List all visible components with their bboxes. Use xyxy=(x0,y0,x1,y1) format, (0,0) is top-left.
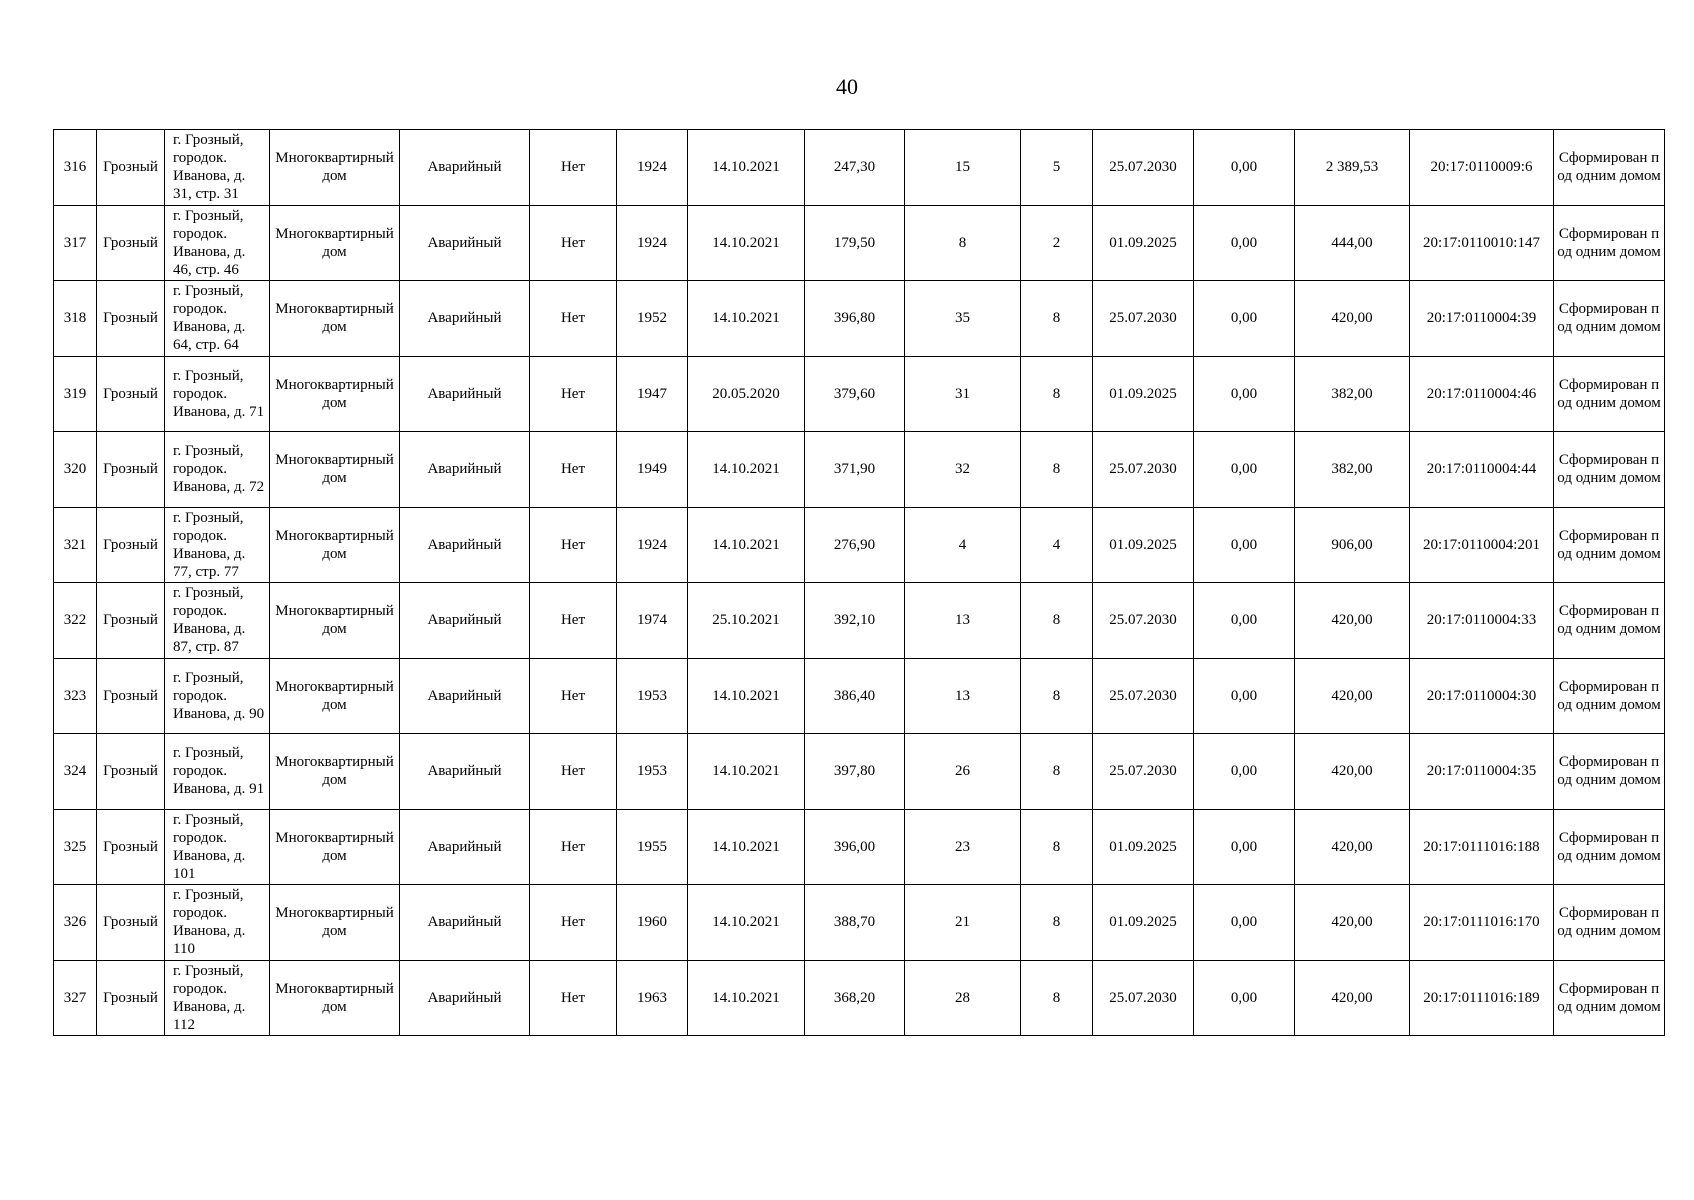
building-type-cell: Многоквартирный дом xyxy=(270,356,400,432)
land-plot-note-cell: Сформирован под одним домом xyxy=(1554,281,1665,357)
amount-cell: 0,00 xyxy=(1194,432,1295,508)
recognition-date-cell: 14.10.2021 xyxy=(688,205,805,281)
land-plot-note-cell: Сформирован под одним домом xyxy=(1554,205,1665,281)
address-cell: г. Грозный, городок. Иванова, д. 46, стр. 46 xyxy=(165,205,270,281)
amount-cell: 0,00 xyxy=(1194,205,1295,281)
heritage-flag-cell: Нет xyxy=(530,432,617,508)
build-year-cell: 1963 xyxy=(617,960,688,1036)
resettlement-deadline-cell: 25.07.2030 xyxy=(1093,734,1194,810)
address-cell: г. Грозный, городок. Иванова, д. 112 xyxy=(165,960,270,1036)
recognition-date-cell: 14.10.2021 xyxy=(688,658,805,734)
recognition-date-cell: 14.10.2021 xyxy=(688,809,805,885)
resettlement-deadline-cell: 25.07.2030 xyxy=(1093,130,1194,206)
table-row xyxy=(54,205,1665,281)
cadastral-number-cell: 20:17:0110004:201 xyxy=(1410,507,1554,583)
resettlement-deadline-cell: 01.09.2025 xyxy=(1093,885,1194,961)
cadastral-number-cell: 20:17:0110004:30 xyxy=(1410,658,1554,734)
heritage-flag-cell: Нет xyxy=(530,281,617,357)
building-type-cell: Многоквартирный дом xyxy=(270,130,400,206)
apartments-count-cell: 8 xyxy=(1021,432,1093,508)
recognition-date-cell: 14.10.2021 xyxy=(688,432,805,508)
build-year-cell: 1960 xyxy=(617,885,688,961)
building-type-cell: Многоквартирный дом xyxy=(270,734,400,810)
apartments-count-cell: 5 xyxy=(1021,130,1093,206)
residents-count-cell: 31 xyxy=(905,356,1021,432)
condition-cell: Аварийный xyxy=(400,281,530,357)
condition-cell: Аварийный xyxy=(400,960,530,1036)
floor-area-cell: 388,70 xyxy=(805,885,905,961)
cadastral-number-cell: 20:17:0110004:35 xyxy=(1410,734,1554,810)
heritage-flag-cell: Нет xyxy=(530,885,617,961)
amount-cell: 0,00 xyxy=(1194,130,1295,206)
resettlement-deadline-cell: 01.09.2025 xyxy=(1093,205,1194,281)
condition-cell: Аварийный xyxy=(400,734,530,810)
row-number-cell: 319 xyxy=(54,356,97,432)
land-area-cell: 382,00 xyxy=(1295,356,1410,432)
housing-registry-table xyxy=(53,129,1665,1036)
cadastral-number-cell: 20:17:0110004:46 xyxy=(1410,356,1554,432)
resettlement-deadline-cell: 01.09.2025 xyxy=(1093,507,1194,583)
floor-area-cell: 379,60 xyxy=(805,356,905,432)
cadastral-number-cell: 20:17:0110004:44 xyxy=(1410,432,1554,508)
heritage-flag-cell: Нет xyxy=(530,583,617,659)
land-plot-note-cell: Сформирован под одним домом xyxy=(1554,507,1665,583)
floor-area-cell: 397,80 xyxy=(805,734,905,810)
residents-count-cell: 4 xyxy=(905,507,1021,583)
condition-cell: Аварийный xyxy=(400,356,530,432)
address-cell: г. Грозный, городок. Иванова, д. 110 xyxy=(165,885,270,961)
land-plot-note-cell: Сформирован под одним домом xyxy=(1554,960,1665,1036)
land-plot-note-cell: Сформирован под одним домом xyxy=(1554,658,1665,734)
amount-cell: 0,00 xyxy=(1194,281,1295,357)
land-area-cell: 420,00 xyxy=(1295,583,1410,659)
resettlement-deadline-cell: 25.07.2030 xyxy=(1093,432,1194,508)
condition-cell: Аварийный xyxy=(400,432,530,508)
table-row xyxy=(54,130,1665,206)
table-row xyxy=(54,281,1665,357)
cadastral-number-cell: 20:17:0110004:33 xyxy=(1410,583,1554,659)
heritage-flag-cell: Нет xyxy=(530,809,617,885)
building-type-cell: Многоквартирный дом xyxy=(270,809,400,885)
apartments-count-cell: 8 xyxy=(1021,734,1093,810)
floor-area-cell: 247,30 xyxy=(805,130,905,206)
apartments-count-cell: 8 xyxy=(1021,658,1093,734)
condition-cell: Аварийный xyxy=(400,809,530,885)
amount-cell: 0,00 xyxy=(1194,658,1295,734)
row-number-cell: 324 xyxy=(54,734,97,810)
build-year-cell: 1924 xyxy=(617,205,688,281)
city-cell: Грозный xyxy=(97,960,165,1036)
row-number-cell: 325 xyxy=(54,809,97,885)
address-cell: г. Грозный, городок. Иванова, д. 72 xyxy=(165,432,270,508)
residents-count-cell: 8 xyxy=(905,205,1021,281)
apartments-count-cell: 4 xyxy=(1021,507,1093,583)
recognition-date-cell: 14.10.2021 xyxy=(688,734,805,810)
build-year-cell: 1953 xyxy=(617,658,688,734)
city-cell: Грозный xyxy=(97,356,165,432)
building-type-cell: Многоквартирный дом xyxy=(270,583,400,659)
apartments-count-cell: 8 xyxy=(1021,809,1093,885)
city-cell: Грозный xyxy=(97,658,165,734)
amount-cell: 0,00 xyxy=(1194,734,1295,810)
land-plot-note-cell: Сформирован под одним домом xyxy=(1554,809,1665,885)
resettlement-deadline-cell: 25.07.2030 xyxy=(1093,960,1194,1036)
residents-count-cell: 21 xyxy=(905,885,1021,961)
recognition-date-cell: 14.10.2021 xyxy=(688,281,805,357)
table-row xyxy=(54,356,1665,432)
address-cell: г. Грозный, городок. Иванова, д. 87, стр. 87 xyxy=(165,583,270,659)
build-year-cell: 1924 xyxy=(617,507,688,583)
heritage-flag-cell: Нет xyxy=(530,507,617,583)
address-cell: г. Грозный, городок. Иванова, д. 91 xyxy=(165,734,270,810)
page-number: 40 xyxy=(836,74,858,99)
row-number-cell: 323 xyxy=(54,658,97,734)
residents-count-cell: 32 xyxy=(905,432,1021,508)
amount-cell: 0,00 xyxy=(1194,583,1295,659)
resettlement-deadline-cell: 25.07.2030 xyxy=(1093,583,1194,659)
land-area-cell: 382,00 xyxy=(1295,432,1410,508)
build-year-cell: 1949 xyxy=(617,432,688,508)
table-row xyxy=(54,583,1665,659)
table-row xyxy=(54,734,1665,810)
build-year-cell: 1924 xyxy=(617,130,688,206)
residents-count-cell: 28 xyxy=(905,960,1021,1036)
land-plot-note-cell: Сформирован под одним домом xyxy=(1554,885,1665,961)
condition-cell: Аварийный xyxy=(400,583,530,659)
land-area-cell: 2 389,53 xyxy=(1295,130,1410,206)
row-number-cell: 326 xyxy=(54,885,97,961)
address-cell: г. Грозный, городок. Иванова, д. 77, стр. 77 xyxy=(165,507,270,583)
land-area-cell: 420,00 xyxy=(1295,809,1410,885)
residents-count-cell: 23 xyxy=(905,809,1021,885)
build-year-cell: 1947 xyxy=(617,356,688,432)
recognition-date-cell: 14.10.2021 xyxy=(688,130,805,206)
heritage-flag-cell: Нет xyxy=(530,960,617,1036)
table-row xyxy=(54,658,1665,734)
city-cell: Грозный xyxy=(97,432,165,508)
residents-count-cell: 13 xyxy=(905,583,1021,659)
resettlement-deadline-cell: 25.07.2030 xyxy=(1093,658,1194,734)
residents-count-cell: 15 xyxy=(905,130,1021,206)
amount-cell: 0,00 xyxy=(1194,356,1295,432)
amount-cell: 0,00 xyxy=(1194,960,1295,1036)
recognition-date-cell: 25.10.2021 xyxy=(688,583,805,659)
apartments-count-cell: 8 xyxy=(1021,885,1093,961)
apartments-count-cell: 8 xyxy=(1021,281,1093,357)
land-area-cell: 420,00 xyxy=(1295,658,1410,734)
recognition-date-cell: 20.05.2020 xyxy=(688,356,805,432)
city-cell: Грозный xyxy=(97,583,165,659)
resettlement-deadline-cell: 01.09.2025 xyxy=(1093,356,1194,432)
city-cell: Грозный xyxy=(97,281,165,357)
floor-area-cell: 371,90 xyxy=(805,432,905,508)
address-cell: г. Грозный, городок. Иванова, д. 90 xyxy=(165,658,270,734)
build-year-cell: 1953 xyxy=(617,734,688,810)
land-area-cell: 906,00 xyxy=(1295,507,1410,583)
city-cell: Грозный xyxy=(97,809,165,885)
build-year-cell: 1974 xyxy=(617,583,688,659)
residents-count-cell: 26 xyxy=(905,734,1021,810)
row-number-cell: 322 xyxy=(54,583,97,659)
apartments-count-cell: 8 xyxy=(1021,583,1093,659)
apartments-count-cell: 8 xyxy=(1021,356,1093,432)
address-cell: г. Грозный, городок. Иванова, д. 101 xyxy=(165,809,270,885)
resettlement-deadline-cell: 01.09.2025 xyxy=(1093,809,1194,885)
building-type-cell: Многоквартирный дом xyxy=(270,281,400,357)
cadastral-number-cell: 20:17:0111016:189 xyxy=(1410,960,1554,1036)
city-cell: Грозный xyxy=(97,507,165,583)
amount-cell: 0,00 xyxy=(1194,885,1295,961)
land-area-cell: 420,00 xyxy=(1295,960,1410,1036)
build-year-cell: 1955 xyxy=(617,809,688,885)
row-number-cell: 321 xyxy=(54,507,97,583)
row-number-cell: 327 xyxy=(54,960,97,1036)
condition-cell: Аварийный xyxy=(400,507,530,583)
floor-area-cell: 179,50 xyxy=(805,205,905,281)
floor-area-cell: 368,20 xyxy=(805,960,905,1036)
apartments-count-cell: 2 xyxy=(1021,205,1093,281)
land-area-cell: 420,00 xyxy=(1295,885,1410,961)
table-row xyxy=(54,432,1665,508)
heritage-flag-cell: Нет xyxy=(530,205,617,281)
recognition-date-cell: 14.10.2021 xyxy=(688,885,805,961)
table-row xyxy=(54,960,1665,1036)
condition-cell: Аварийный xyxy=(400,130,530,206)
heritage-flag-cell: Нет xyxy=(530,734,617,810)
build-year-cell: 1952 xyxy=(617,281,688,357)
condition-cell: Аварийный xyxy=(400,658,530,734)
heritage-flag-cell: Нет xyxy=(530,356,617,432)
heritage-flag-cell: Нет xyxy=(530,130,617,206)
building-type-cell: Многоквартирный дом xyxy=(270,205,400,281)
registry-body xyxy=(54,130,1665,1036)
city-cell: Грозный xyxy=(97,885,165,961)
building-type-cell: Многоквартирный дом xyxy=(270,432,400,508)
cadastral-number-cell: 20:17:0110009:6 xyxy=(1410,130,1554,206)
apartments-count-cell: 8 xyxy=(1021,960,1093,1036)
land-plot-note-cell: Сформирован под одним домом xyxy=(1554,356,1665,432)
row-number-cell: 320 xyxy=(54,432,97,508)
amount-cell: 0,00 xyxy=(1194,507,1295,583)
building-type-cell: Многоквартирный дом xyxy=(270,960,400,1036)
cadastral-number-cell: 20:17:0111016:188 xyxy=(1410,809,1554,885)
building-type-cell: Многоквартирный дом xyxy=(270,658,400,734)
floor-area-cell: 392,10 xyxy=(805,583,905,659)
land-plot-note-cell: Сформирован под одним домом xyxy=(1554,583,1665,659)
land-area-cell: 420,00 xyxy=(1295,734,1410,810)
cadastral-number-cell: 20:17:0110010:147 xyxy=(1410,205,1554,281)
floor-area-cell: 386,40 xyxy=(805,658,905,734)
condition-cell: Аварийный xyxy=(400,205,530,281)
cadastral-number-cell: 20:17:0110004:39 xyxy=(1410,281,1554,357)
cadastral-number-cell: 20:17:0111016:170 xyxy=(1410,885,1554,961)
city-cell: Грозный xyxy=(97,130,165,206)
residents-count-cell: 35 xyxy=(905,281,1021,357)
row-number-cell: 316 xyxy=(54,130,97,206)
city-cell: Грозный xyxy=(97,205,165,281)
building-type-cell: Многоквартирный дом xyxy=(270,885,400,961)
table-row xyxy=(54,885,1665,961)
table-row xyxy=(54,507,1665,583)
city-cell: Грозный xyxy=(97,734,165,810)
row-number-cell: 318 xyxy=(54,281,97,357)
recognition-date-cell: 14.10.2021 xyxy=(688,960,805,1036)
address-cell: г. Грозный, городок. Иванова, д. 31, стр. 31 xyxy=(165,130,270,206)
land-area-cell: 444,00 xyxy=(1295,205,1410,281)
amount-cell: 0,00 xyxy=(1194,809,1295,885)
land-plot-note-cell: Сформирован под одним домом xyxy=(1554,130,1665,206)
heritage-flag-cell: Нет xyxy=(530,658,617,734)
table-row xyxy=(54,809,1665,885)
resettlement-deadline-cell: 25.07.2030 xyxy=(1093,281,1194,357)
land-area-cell: 420,00 xyxy=(1295,281,1410,357)
recognition-date-cell: 14.10.2021 xyxy=(688,507,805,583)
floor-area-cell: 276,90 xyxy=(805,507,905,583)
row-number-cell: 317 xyxy=(54,205,97,281)
land-plot-note-cell: Сформирован под одним домом xyxy=(1554,734,1665,810)
floor-area-cell: 396,00 xyxy=(805,809,905,885)
building-type-cell: Многоквартирный дом xyxy=(270,507,400,583)
land-plot-note-cell: Сформирован под одним домом xyxy=(1554,432,1665,508)
floor-area-cell: 396,80 xyxy=(805,281,905,357)
condition-cell: Аварийный xyxy=(400,885,530,961)
address-cell: г. Грозный, городок. Иванова, д. 64, стр. 64 xyxy=(165,281,270,357)
address-cell: г. Грозный, городок. Иванова, д. 71 xyxy=(165,356,270,432)
residents-count-cell: 13 xyxy=(905,658,1021,734)
